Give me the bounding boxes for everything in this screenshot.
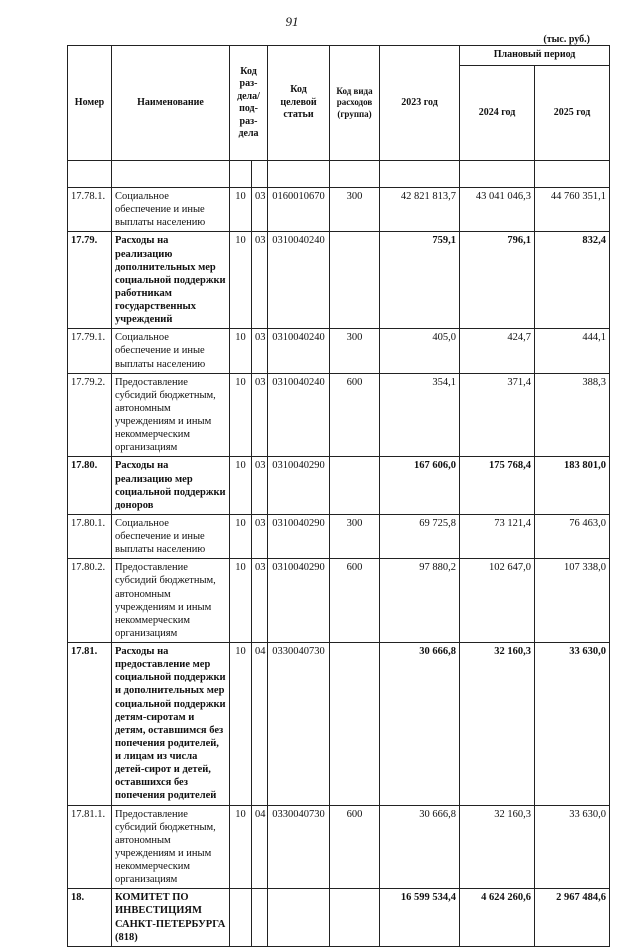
row-target-code (268, 889, 330, 947)
row-value-2025: 444,1 (535, 329, 610, 373)
row-target-code: 0310040240 (268, 329, 330, 373)
row-target-code: 0310040290 (268, 457, 330, 515)
row-value-2025: 44 760 351,1 (535, 188, 610, 232)
row-expense-type: 300 (330, 329, 380, 373)
row-name: Предоставление субсидий бюджетным, автономным учреждениям и иным некоммерческим организациям (112, 805, 230, 889)
row-expense-type (330, 232, 380, 329)
table-row (68, 232, 610, 329)
row-subsection: 04 (252, 805, 268, 889)
row-value-2023: 30 666,8 (380, 643, 460, 806)
row-expense-type: 300 (330, 514, 380, 558)
row-value-2023: 354,1 (380, 373, 460, 457)
header-plan-period: Плановый период (460, 46, 610, 66)
row-expense-type (330, 643, 380, 806)
row-expense-type: 600 (330, 805, 380, 889)
row-number: 17.80.2. (68, 559, 112, 643)
row-expense-type: 600 (330, 373, 380, 457)
row-subsection: 04 (252, 643, 268, 806)
row-value-2024: 4 624 260,6 (460, 889, 535, 947)
row-target-code: 0160010670 (268, 188, 330, 232)
row-value-2024: 424,7 (460, 329, 535, 373)
row-section: 10 (230, 643, 252, 806)
row-value-2025: 76 463,0 (535, 514, 610, 558)
row-number: 17.79. (68, 232, 112, 329)
row-number: 17.81. (68, 643, 112, 806)
row-section: 10 (230, 329, 252, 373)
page-number: 91 (285, 14, 299, 29)
table-row (68, 457, 610, 515)
row-expense-type: 300 (330, 188, 380, 232)
row-subsection (252, 889, 268, 947)
row-target-code: 0310040290 (268, 514, 330, 558)
row-name: Расходы на реализацию дополнительных мер социальной поддержки работникам государственных учреждений (112, 232, 230, 329)
row-section: 10 (230, 188, 252, 232)
row-value-2023: 759,1 (380, 232, 460, 329)
row-value-2025: 107 338,0 (535, 559, 610, 643)
table-row (68, 329, 610, 373)
header-name: Наименование (112, 46, 230, 161)
row-subsection: 03 (252, 514, 268, 558)
row-value-2024: 175 768,4 (460, 457, 535, 515)
row-number: 17.78.1. (68, 188, 112, 232)
table-row (68, 373, 610, 457)
row-section: 10 (230, 559, 252, 643)
row-value-2025: 33 630,0 (535, 805, 610, 889)
row-subsection: 03 (252, 559, 268, 643)
row-value-2025: 832,4 (535, 232, 610, 329)
row-subsection: 03 (252, 232, 268, 329)
row-subsection: 03 (252, 188, 268, 232)
row-name: Расходы на предоставление мер социальной поддержки и дополнительных мер социальной поддержки детям-сиротам и детям, оставшимся без попечения родителей, и лицам из числа детей-сирот и детей, оставшихся без попечения родителей (112, 643, 230, 806)
row-name: Социальное обеспечение и иные выплаты населению (112, 329, 230, 373)
table-row (68, 514, 610, 558)
row-section: 10 (230, 514, 252, 558)
row-section: 10 (230, 373, 252, 457)
budget-table (67, 45, 610, 947)
row-value-2025: 33 630,0 (535, 643, 610, 806)
table-row (68, 805, 610, 889)
row-number: 17.79.1. (68, 329, 112, 373)
row-name: Предоставление субсидий бюджетным, автономным учреждениям и иным некоммерческим организациям (112, 559, 230, 643)
row-target-code: 0310040290 (268, 559, 330, 643)
row-target-code: 0330040730 (268, 643, 330, 806)
row-name: Расходы на реализацию мер социальной поддержки доноров (112, 457, 230, 515)
table-row (68, 643, 610, 806)
row-number: 18. (68, 889, 112, 947)
header-number: Номер (68, 46, 112, 161)
header-expense-type: Код вида расходов (группа) (330, 46, 380, 161)
row-section: 10 (230, 232, 252, 329)
row-expense-type (330, 889, 380, 947)
table-row (68, 889, 610, 947)
row-name: Социальное обеспечение и иные выплаты населению (112, 188, 230, 232)
row-value-2023: 167 606,0 (380, 457, 460, 515)
row-value-2023: 69 725,8 (380, 514, 460, 558)
row-number: 17.81.1. (68, 805, 112, 889)
row-value-2024: 371,4 (460, 373, 535, 457)
row-expense-type: 600 (330, 559, 380, 643)
table-row (68, 559, 610, 643)
row-value-2023: 405,0 (380, 329, 460, 373)
header-2024: 2024 год (460, 66, 535, 161)
header-section: Код раз- дела/ под- раз- дела (230, 46, 268, 161)
row-subsection: 03 (252, 329, 268, 373)
row-value-2024: 73 121,4 (460, 514, 535, 558)
header-2023: 2023 год (380, 46, 460, 161)
row-value-2023: 42 821 813,7 (380, 188, 460, 232)
row-value-2025: 388,3 (535, 373, 610, 457)
row-number: 17.80.1. (68, 514, 112, 558)
row-name: Предоставление субсидий бюджетным, автономным учреждениям и иным некоммерческим организациям (112, 373, 230, 457)
row-target-code: 0330040730 (268, 805, 330, 889)
row-value-2024: 32 160,3 (460, 805, 535, 889)
row-value-2023: 16 599 534,4 (380, 889, 460, 947)
table-row (68, 188, 610, 232)
header-target: Код целевой статьи (268, 46, 330, 161)
row-expense-type (330, 457, 380, 515)
row-target-code: 0310040240 (268, 232, 330, 329)
row-section (230, 889, 252, 947)
unit-label: (тыс. руб.) (543, 34, 590, 45)
row-value-2024: 32 160,3 (460, 643, 535, 806)
row-name: КОМИТЕТ ПО ИНВЕСТИЦИЯМ САНКТ-ПЕТЕРБУРГА (818) (112, 889, 230, 947)
row-value-2023: 30 666,8 (380, 805, 460, 889)
row-value-2024: 43 041 046,3 (460, 188, 535, 232)
row-name: Социальное обеспечение и иные выплаты населению (112, 514, 230, 558)
row-value-2025: 183 801,0 (535, 457, 610, 515)
row-subsection: 03 (252, 373, 268, 457)
row-section: 10 (230, 805, 252, 889)
row-number: 17.79.2. (68, 373, 112, 457)
row-value-2024: 796,1 (460, 232, 535, 329)
row-target-code: 0310040240 (268, 373, 330, 457)
row-value-2025: 2 967 484,6 (535, 889, 610, 947)
header-2025: 2025 год (535, 66, 610, 161)
row-subsection: 03 (252, 457, 268, 515)
row-value-2023: 97 880,2 (380, 559, 460, 643)
row-section: 10 (230, 457, 252, 515)
row-value-2024: 102 647,0 (460, 559, 535, 643)
row-number: 17.80. (68, 457, 112, 515)
spacer-row (68, 161, 610, 188)
